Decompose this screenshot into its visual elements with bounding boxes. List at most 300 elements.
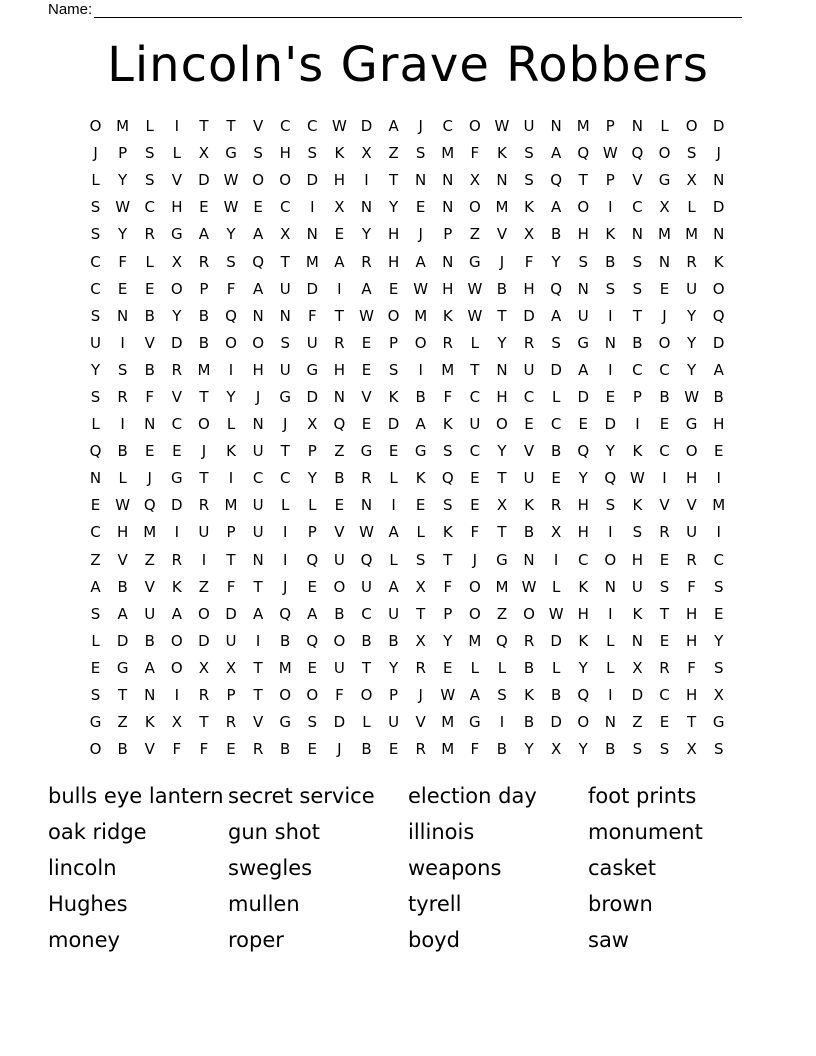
grid-letter: E [388, 740, 399, 759]
grid-letter: W [684, 387, 700, 406]
grid-letter: B [144, 631, 155, 650]
grid-letter: J [499, 252, 505, 271]
grid-letter: E [388, 279, 399, 298]
grid-letter: V [144, 740, 155, 759]
grid-letter: H [713, 415, 725, 434]
grid-letter: U [279, 279, 291, 298]
grid-row [82, 221, 734, 248]
grid-letter: K [524, 686, 534, 705]
grid-letter: C [632, 360, 643, 379]
grid-letter: D [306, 279, 319, 298]
grid-letter: H [523, 279, 535, 298]
grid-letter: L [145, 117, 154, 136]
grid-letter: C [659, 442, 670, 461]
grid-letter: E [334, 225, 345, 244]
grid-letter: A [90, 577, 101, 596]
grid-letter: B [117, 442, 128, 461]
grid-letter: D [631, 686, 644, 705]
grid-letter: W [467, 306, 483, 325]
grid-letter: B [496, 279, 508, 298]
grid-row [82, 167, 734, 194]
grid-letter: T [253, 658, 263, 677]
grid-letter: M [441, 740, 455, 759]
grid-letter: G [89, 713, 102, 732]
grid-letter: E [90, 496, 101, 515]
word-list-item: illinois [408, 820, 475, 844]
grid-row [82, 547, 734, 574]
grid-letter: S [605, 496, 616, 515]
grid-letter: O [685, 442, 698, 461]
grid-letter: B [334, 604, 345, 623]
grid-letter: J [282, 415, 288, 434]
grid-letter: X [334, 198, 345, 217]
grid-letter: X [415, 631, 426, 650]
grid-letter: L [389, 550, 398, 569]
grid-letter: P [118, 144, 128, 163]
word-list-item: monument [588, 820, 703, 844]
grid-letter: C [659, 360, 670, 379]
grid-letter: C [361, 604, 372, 623]
grid-letter: Y [497, 333, 507, 352]
grid-letter: Z [496, 604, 508, 623]
letter-grid [82, 113, 734, 763]
grid-letter: M [712, 496, 726, 515]
grid-letter: N [442, 252, 454, 271]
grid-letter: F [335, 686, 344, 705]
grid-letter: C [442, 117, 453, 136]
word-list-item: boyd [408, 928, 460, 952]
grid-letter: G [225, 144, 237, 163]
grid-letter: S [551, 333, 561, 352]
grid-letter: V [496, 225, 508, 244]
grid-letter: K [226, 442, 236, 461]
grid-letter: Q [143, 496, 156, 515]
grid-letter: X [686, 171, 697, 190]
grid-letter: I [120, 333, 125, 352]
grid-letter: O [279, 171, 292, 190]
grid-letter: M [441, 144, 455, 163]
grid-letter: T [497, 469, 507, 488]
grid-letter: S [90, 306, 101, 325]
grid-letter: S [415, 144, 426, 163]
grid-letter: Q [279, 604, 292, 623]
grid-letter: Y [226, 225, 236, 244]
grid-letter: W [494, 117, 510, 136]
grid-letter: R [659, 658, 670, 677]
grid-letter: C [171, 415, 183, 434]
grid-letter: W [630, 469, 645, 488]
grid-letter: Q [550, 279, 563, 298]
grid-letter: O [252, 333, 265, 352]
grid-letter: V [523, 442, 535, 461]
grid-letter: A [144, 658, 155, 677]
grid-letter: U [523, 360, 535, 379]
grid-letter: V [632, 171, 643, 190]
grid-letter: E [117, 279, 128, 298]
grid-letter: G [685, 415, 698, 434]
word-list-item: money [48, 928, 120, 952]
grid-letter: E [659, 279, 670, 298]
name-field [48, 0, 742, 18]
grid-letter: R [361, 469, 372, 488]
grid-letter: F [172, 740, 182, 759]
grid-letter: H [577, 496, 589, 515]
grid-letter: Q [306, 631, 319, 650]
grid-letter: U [144, 604, 156, 623]
grid-letter: Y [524, 740, 534, 759]
grid-letter: Y [388, 658, 399, 677]
grid-letter: N [279, 306, 291, 325]
grid-letter: D [333, 713, 346, 732]
grid-letter: V [117, 550, 128, 569]
grid-letter: K [442, 306, 453, 325]
grid-letter: C [307, 117, 318, 136]
word-list-item: mullen [228, 892, 300, 916]
grid-letter: L [91, 631, 100, 650]
grid-letter: R [361, 252, 372, 271]
grid-letter: H [171, 198, 183, 217]
grid-letter: B [523, 523, 535, 542]
grid-letter: K [632, 604, 643, 623]
grid-letter: Q [631, 144, 644, 163]
grid-letter: I [337, 279, 342, 298]
grid-letter: T [199, 117, 209, 136]
grid-letter: H [685, 631, 698, 650]
grid-letter: K [442, 523, 453, 542]
grid-letter: E [361, 415, 372, 434]
grid-letter: E [361, 360, 372, 379]
grid-letter: R [117, 387, 128, 406]
grid-letter: O [170, 631, 183, 650]
grid-letter: T [280, 252, 290, 271]
grid-letter: L [470, 658, 480, 677]
grid-letter: P [307, 523, 317, 542]
grid-letter: V [334, 523, 345, 542]
grid-letter: I [174, 523, 180, 542]
grid-letter: X [632, 658, 643, 677]
grid-letter: N [658, 252, 671, 271]
grid-letter: Q [225, 306, 237, 325]
grid-letter: P [389, 686, 399, 705]
grid-letter: D [523, 306, 535, 325]
grid-letter: B [388, 631, 399, 650]
word-list-item: bulls eye lantern [48, 784, 224, 808]
grid-letter: L [551, 577, 561, 596]
grid-letter: S [307, 144, 318, 163]
grid-letter: G [712, 713, 725, 732]
grid-letter: L [362, 713, 371, 732]
grid-letter: E [524, 415, 534, 434]
grid-letter: J [93, 144, 98, 163]
grid-letter: D [116, 631, 129, 650]
grid-letter: Q [712, 306, 725, 325]
grid-letter: C [279, 469, 291, 488]
grid-letter: H [333, 171, 346, 190]
grid-letter: O [170, 658, 183, 677]
grid-letter: G [658, 171, 671, 190]
grid-letter: N [89, 469, 102, 488]
grid-letter: E [578, 415, 588, 434]
grid-letter: B [415, 387, 426, 406]
grid-letter: L [660, 117, 669, 136]
grid-letter: O [89, 117, 102, 136]
grid-letter: F [226, 279, 236, 298]
grid-letter: N [117, 306, 129, 325]
grid-letter: N [631, 117, 644, 136]
grid-letter: I [499, 713, 505, 732]
grid-letter: H [685, 604, 698, 623]
grid-letter: A [388, 577, 399, 596]
grid-letter: F [470, 740, 480, 759]
grid-letter: I [228, 360, 234, 379]
grid-letter: Z [334, 442, 345, 461]
grid-letter: S [144, 171, 155, 190]
grid-letter: R [198, 496, 210, 515]
grid-letter: L [308, 496, 317, 515]
grid-letter: C [252, 469, 264, 488]
grid-letter: S [632, 523, 643, 542]
grid-letter: V [252, 117, 264, 136]
grid-letter: K [578, 577, 589, 596]
grid-letter: L [551, 387, 561, 406]
grid-letter: A [307, 604, 318, 623]
grid-letter: E [144, 279, 155, 298]
grid-letter: D [550, 631, 562, 650]
grid-letter: G [414, 442, 427, 461]
grid-letter: D [712, 333, 725, 352]
grid-letter: S [713, 658, 724, 677]
grid-letter: T [361, 658, 372, 677]
grid-letter: H [333, 360, 346, 379]
page-title: Lincoln's Grave Robbers [107, 37, 709, 93]
grid-letter: L [606, 658, 615, 677]
grid-letter: N [496, 171, 508, 190]
grid-letter: N [333, 387, 345, 406]
grid-letter: B [144, 360, 155, 379]
grid-letter: K [632, 496, 643, 515]
grid-letter: E [334, 496, 345, 515]
grid-letter: K [171, 577, 182, 596]
grid-letter: N [604, 713, 616, 732]
grid-letter: S [659, 577, 670, 596]
word-list-item: lincoln [48, 856, 117, 880]
grid-letter: R [686, 550, 697, 569]
grid-letter: O [306, 686, 319, 705]
grid-row [82, 628, 734, 655]
grid-letter: V [144, 333, 155, 352]
grid-letter: S [686, 144, 697, 163]
grid-letter: H [117, 523, 129, 542]
grid-letter: L [226, 415, 236, 434]
grid-letter: L [91, 415, 100, 434]
word-list-row [48, 886, 788, 922]
word-list-item: brown [588, 892, 653, 916]
grid-letter: M [441, 360, 455, 379]
word-list-item: saw [588, 928, 629, 952]
grid-letter: N [144, 686, 156, 705]
grid-letter: E [307, 740, 318, 759]
grid-row [82, 682, 734, 709]
grid-letter: L [91, 171, 100, 190]
grid-letter: Y [90, 360, 101, 379]
grid-letter: U [252, 496, 264, 515]
grid-letter: A [198, 225, 210, 244]
grid-letter: L [389, 469, 398, 488]
grid-letter: Y [687, 333, 697, 352]
grid-letter: S [226, 252, 236, 271]
grid-letter: M [143, 523, 157, 542]
grid-letter: Y [388, 198, 399, 217]
grid-letter: Y [551, 252, 561, 271]
grid-letter: F [687, 577, 696, 596]
grid-letter: B [605, 740, 616, 759]
grid-letter: R [659, 523, 670, 542]
grid-letter: G [496, 550, 508, 569]
grid-letter: C [279, 117, 291, 136]
grid-letter: A [551, 198, 562, 217]
grid-letter: W [602, 144, 618, 163]
grid-letter: X [171, 252, 182, 271]
grid-letter: F [470, 523, 480, 542]
grid-letter: O [333, 577, 346, 596]
grid-letter: Z [388, 144, 399, 163]
grid-letter: A [252, 225, 264, 244]
grid-letter: G [116, 658, 129, 677]
grid-letter: M [468, 631, 482, 650]
grid-letter: P [605, 117, 615, 136]
grid-letter: T [578, 171, 588, 190]
grid-letter: J [472, 550, 478, 569]
grid-letter: O [468, 604, 481, 623]
grid-letter: I [228, 469, 234, 488]
grid-letter: E [659, 713, 670, 732]
grid-letter: T [199, 469, 209, 488]
grid-letter: O [279, 686, 292, 705]
grid-letter: N [306, 225, 318, 244]
grid-letter: K [415, 469, 426, 488]
grid-row [82, 736, 734, 763]
grid-letter: B [334, 469, 345, 488]
grid-letter: D [577, 387, 590, 406]
grid-letter: E [90, 658, 101, 677]
grid-letter: F [470, 144, 480, 163]
grid-letter: J [662, 306, 667, 325]
grid-letter: U [279, 360, 291, 379]
grid-row [82, 411, 734, 438]
grid-letter: T [388, 171, 399, 190]
grid-letter: N [415, 171, 427, 190]
grid-letter: H [252, 360, 264, 379]
grid-letter: Y [497, 442, 507, 461]
grid-letter: U [686, 279, 698, 298]
grid-letter: K [334, 144, 345, 163]
grid-letter: Y [687, 360, 697, 379]
grid-letter: I [201, 550, 207, 569]
grid-letter: D [550, 713, 562, 732]
grid-letter: U [333, 658, 345, 677]
grid-letter: U [577, 306, 589, 325]
grid-letter: N [631, 225, 644, 244]
grid-letter: N [604, 333, 616, 352]
grid-letter: D [171, 496, 183, 515]
grid-letter: V [659, 496, 670, 515]
grid-letter: E [605, 387, 616, 406]
grid-letter: S [713, 740, 724, 759]
grid-letter: B [605, 252, 616, 271]
grid-letter: B [550, 225, 562, 244]
grid-row [82, 113, 734, 140]
grid-letter: X [171, 713, 182, 732]
grid-letter: B [550, 686, 562, 705]
grid-letter: N [144, 415, 156, 434]
grid-letter: C [144, 198, 155, 217]
grid-letter: I [608, 306, 613, 325]
grid-letter: S [90, 686, 101, 705]
grid-letter: N [252, 306, 264, 325]
grid-letter: F [226, 577, 236, 596]
grid-letter: R [442, 333, 453, 352]
grid-letter: Z [469, 225, 480, 244]
grid-letter: J [201, 442, 207, 461]
grid-letter: D [387, 415, 400, 434]
grid-letter: V [144, 577, 155, 596]
word-list-item: secret service [228, 784, 375, 808]
grid-letter: D [712, 198, 725, 217]
grid-letter: B [198, 333, 210, 352]
grid-letter: X [198, 144, 210, 163]
grid-letter: B [659, 387, 670, 406]
grid-letter: S [90, 604, 101, 623]
grid-letter: L [606, 631, 615, 650]
grid-letter: T [659, 604, 670, 623]
grid-row [82, 384, 734, 411]
grid-letter: S [632, 279, 643, 298]
grid-letter: H [631, 550, 644, 569]
grid-letter: I [282, 550, 288, 569]
grid-letter: H [577, 523, 589, 542]
grid-letter: T [497, 306, 507, 325]
grid-letter: J [337, 740, 342, 759]
grid-letter: X [713, 686, 724, 705]
grid-letter: X [496, 496, 508, 515]
grid-letter: M [685, 225, 699, 244]
grid-letter: B [713, 387, 724, 406]
grid-letter: Y [172, 306, 182, 325]
grid-letter: E [659, 631, 670, 650]
grid-letter: M [414, 306, 428, 325]
grid-row [82, 601, 734, 628]
grid-letter: C [90, 279, 101, 298]
grid-letter: V [361, 387, 372, 406]
grid-letter: D [171, 333, 183, 352]
grid-letter: N [496, 360, 508, 379]
word-list-item: casket [588, 856, 656, 880]
grid-letter: I [364, 171, 369, 190]
grid-letter: L [687, 198, 696, 217]
grid-letter: S [497, 686, 507, 705]
grid-letter: K [713, 252, 724, 271]
grid-letter: P [226, 523, 236, 542]
grid-letter: L [551, 658, 561, 677]
grid-letter: Y [578, 740, 588, 759]
word-list-item: weapons [408, 856, 502, 880]
grid-letter: T [443, 550, 453, 569]
grid-letter: W [115, 496, 131, 515]
grid-letter: N [713, 225, 725, 244]
grid-letter: J [147, 469, 152, 488]
grid-letter: Z [90, 550, 101, 569]
grid-letter: I [608, 686, 613, 705]
